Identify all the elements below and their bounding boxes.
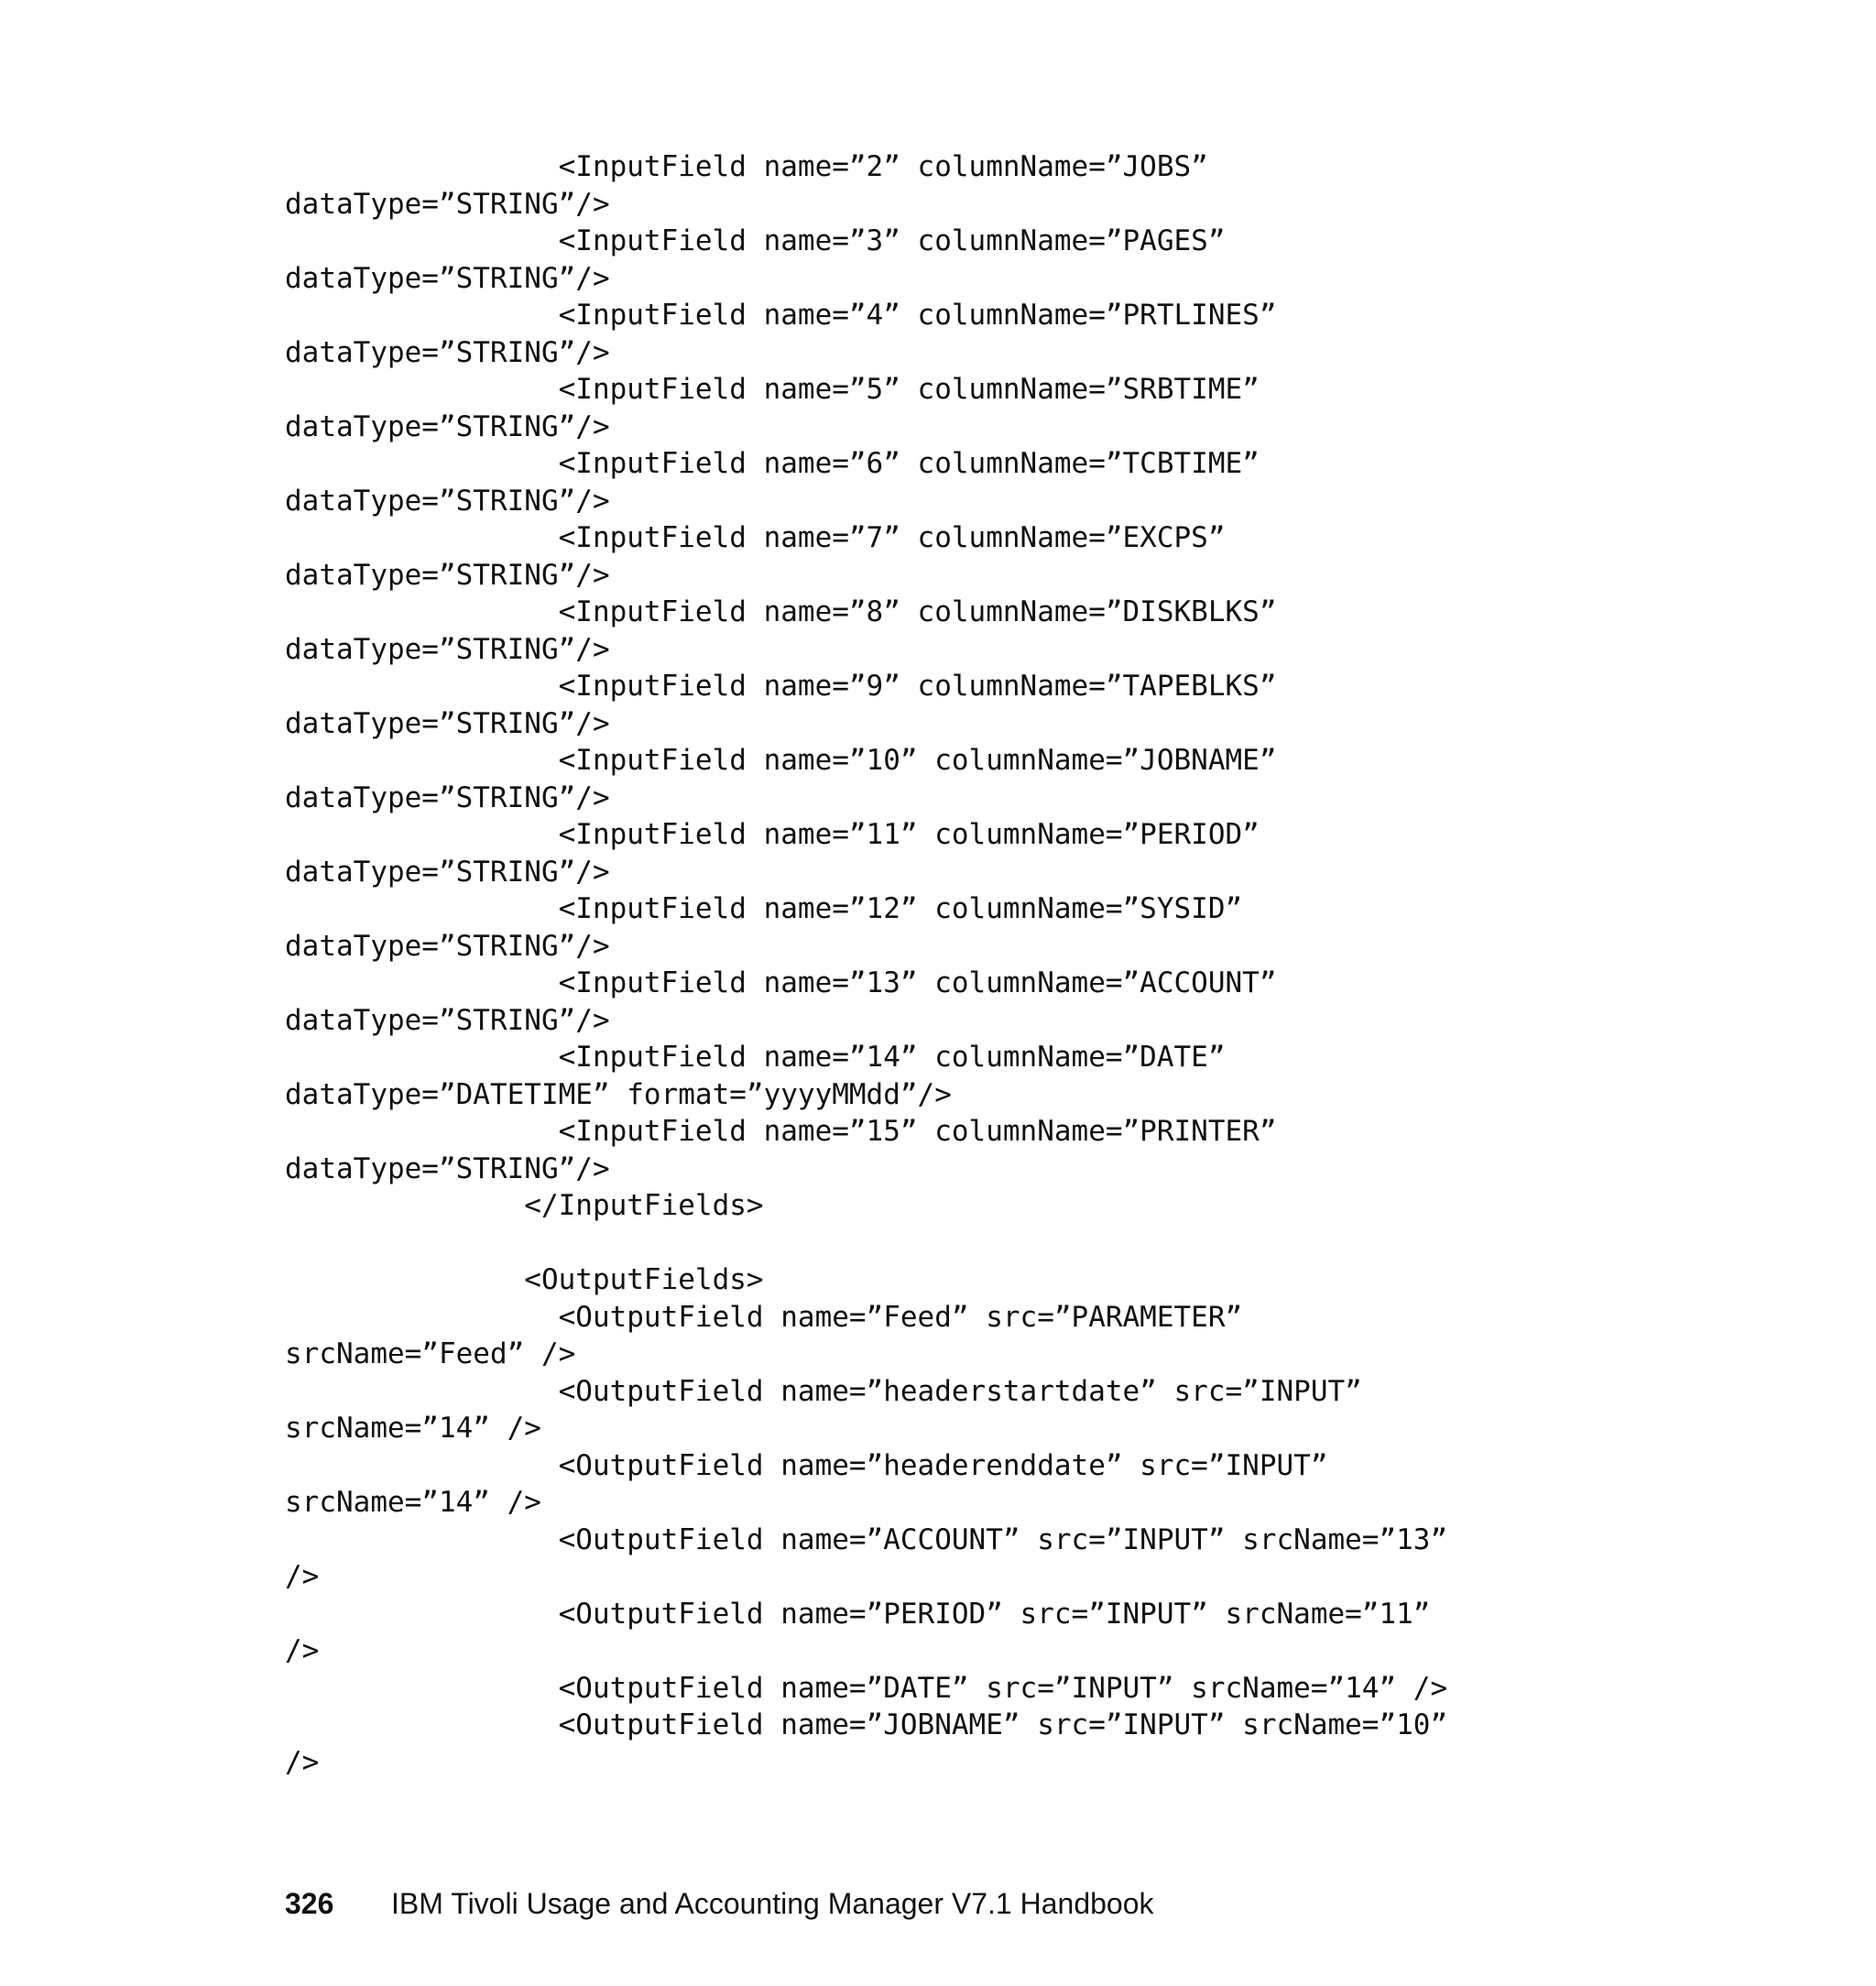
code-line: dataType=”STRING”/> — [285, 484, 610, 518]
code-listing — [285, 148, 1465, 1781]
code-line: <InputField name=”7” columnName=”EXCPS” — [285, 521, 1243, 554]
code-line: <InputField name=”10” columnName=”JOBNAME” — [285, 744, 1294, 777]
code-line: <OutputField name=”headerenddate” src=”INPUT” — [285, 1448, 1346, 1482]
code-line: <InputField name=”13” columnName=”ACCOUNT” — [285, 966, 1294, 999]
code-line: <InputField name=”2” columnName=”JOBS” — [285, 150, 1226, 183]
code-line: /> — [285, 1560, 320, 1593]
code-line: srcName=”14” /> — [285, 1486, 541, 1519]
code-line: dataType=”STRING”/> — [285, 780, 610, 814]
code-line: <InputField name=”3” columnName=”PAGES” — [285, 224, 1243, 257]
code-line: <OutputField name=”Feed” src=”PARAMETER” — [285, 1300, 1260, 1334]
code-line: <InputField name=”12” columnName=”SYSID” — [285, 892, 1260, 925]
code-line — [285, 1225, 1465, 1262]
code-line: <InputField name=”11” columnName=”PERIOD” — [285, 818, 1277, 851]
code-line: dataType=”STRING”/> — [285, 335, 610, 369]
code-line: /> — [285, 1745, 320, 1779]
code-line: <InputField name=”8” columnName=”DISKBLKS” — [285, 595, 1294, 628]
code-line: </InputFields> — [285, 1189, 764, 1222]
code-line: dataType=”STRING”/> — [285, 558, 610, 592]
code-line: dataType=”STRING”/> — [285, 632, 610, 666]
code-line: <OutputField name=”PERIOD” src=”INPUT” srcName=”11” — [285, 1597, 1448, 1631]
code-line: <OutputField name=”DATE” src=”INPUT” srcName=”14” /> — [285, 1671, 1448, 1705]
code-line: <OutputFields> — [285, 1263, 764, 1296]
code-line: dataType=”STRING”/> — [285, 855, 610, 889]
code-line: <InputField name=”6” columnName=”TCBTIME” — [285, 447, 1277, 480]
code-line: <OutputField name=”JOBNAME” src=”INPUT” srcName=”10” — [285, 1708, 1465, 1741]
code-line: <InputField name=”14” columnName=”DATE” — [285, 1041, 1243, 1074]
code-line: srcName=”14” /> — [285, 1412, 541, 1445]
code-line: dataType=”STRING”/> — [285, 409, 610, 443]
code-line: <InputField name=”4” columnName=”PRTLINES” — [285, 299, 1294, 332]
code-line: <OutputField name=”headerstartdate” src=”INPUT” — [285, 1374, 1380, 1408]
code-line: dataType=”STRING”/> — [285, 929, 610, 963]
code-line: dataType=”STRING”/> — [285, 1003, 610, 1037]
code-line: dataType=”STRING”/> — [285, 1151, 610, 1185]
code-line: dataType=”STRING”/> — [285, 187, 610, 221]
code-line: srcName=”Feed” /> — [285, 1337, 576, 1370]
code-line: <InputField name=”5” columnName=”SRBTIME” — [285, 373, 1277, 406]
code-line: dataType=”STRING”/> — [285, 261, 610, 295]
code-line: <InputField name=”15” columnName=”PRINTER” — [285, 1115, 1294, 1148]
code-line: dataType=”DATETIME” format=”yyyyMMdd”/> — [285, 1077, 952, 1111]
code-line: /> — [285, 1634, 320, 1667]
page-footer — [285, 1887, 1154, 1921]
book-title: IBM Tivoli Usage and Accounting Manager V7.1 Handbook — [391, 1887, 1154, 1920]
code-line: <InputField name=”9” columnName=”TAPEBLKS” — [285, 670, 1294, 703]
page-number: 326 — [285, 1887, 334, 1920]
code-line: <OutputField name=”ACCOUNT” src=”INPUT” srcName=”13” — [285, 1522, 1465, 1556]
code-line: dataType=”STRING”/> — [285, 706, 610, 740]
